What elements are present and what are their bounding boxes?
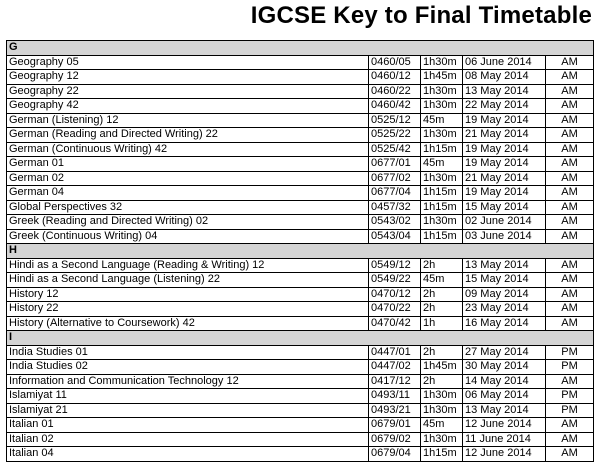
- session-cell: AM: [546, 171, 594, 186]
- code-cell: 0460/42: [369, 99, 421, 114]
- duration-cell: 1h30m: [421, 215, 463, 230]
- session-cell: AM: [546, 447, 594, 462]
- session-cell: AM: [546, 273, 594, 288]
- table-row: [7, 360, 594, 375]
- duration-cell: 2h: [421, 302, 463, 317]
- code-cell: 0679/01: [369, 418, 421, 433]
- date-cell: 22 May 2014: [463, 99, 546, 114]
- duration-cell: 45m: [421, 418, 463, 433]
- code-cell: 0543/04: [369, 229, 421, 244]
- session-cell: AM: [546, 157, 594, 172]
- session-cell: AM: [546, 99, 594, 114]
- date-cell: 21 May 2014: [463, 128, 546, 143]
- table-row: [7, 302, 594, 317]
- date-cell: 30 May 2014: [463, 360, 546, 375]
- table-row: [7, 186, 594, 201]
- table-row: [7, 389, 594, 404]
- subject-cell: History 12: [7, 287, 369, 302]
- code-cell: 0460/05: [369, 55, 421, 70]
- duration-cell: 2h: [421, 345, 463, 360]
- session-cell: AM: [546, 287, 594, 302]
- date-cell: 11 June 2014: [463, 432, 546, 447]
- code-cell: 0447/01: [369, 345, 421, 360]
- duration-cell: 2h: [421, 287, 463, 302]
- table-row: [7, 258, 594, 273]
- section-letter: G: [7, 41, 594, 56]
- code-cell: 0470/42: [369, 316, 421, 331]
- timetable-body: [7, 41, 594, 462]
- session-cell: PM: [546, 360, 594, 375]
- subject-cell: Information and Communication Technology 12: [7, 374, 369, 389]
- table-row: [7, 70, 594, 85]
- session-cell: AM: [546, 316, 594, 331]
- duration-cell: 1h30m: [421, 389, 463, 404]
- code-cell: 0549/22: [369, 273, 421, 288]
- date-cell: 06 May 2014: [463, 389, 546, 404]
- code-cell: 0679/02: [369, 432, 421, 447]
- page-title: IGCSE Key to Final Timetable: [250, 2, 592, 29]
- session-cell: AM: [546, 432, 594, 447]
- section-letter: H: [7, 244, 594, 259]
- table-row: [7, 287, 594, 302]
- section-header: [7, 41, 594, 56]
- duration-cell: 1h30m: [421, 432, 463, 447]
- duration-cell: 1h15m: [421, 186, 463, 201]
- subject-cell: India Studies 02: [7, 360, 369, 375]
- subject-cell: German (Continuous Writing) 42: [7, 142, 369, 157]
- table-row: [7, 345, 594, 360]
- duration-cell: 1h15m: [421, 200, 463, 215]
- session-cell: AM: [546, 200, 594, 215]
- duration-cell: 1h30m: [421, 84, 463, 99]
- date-cell: 19 May 2014: [463, 142, 546, 157]
- duration-cell: 1h30m: [421, 171, 463, 186]
- date-cell: 09 May 2014: [463, 287, 546, 302]
- session-cell: AM: [546, 186, 594, 201]
- subject-cell: German 04: [7, 186, 369, 201]
- date-cell: 12 June 2014: [463, 418, 546, 433]
- code-cell: 0470/12: [369, 287, 421, 302]
- code-cell: 0457/32: [369, 200, 421, 215]
- session-cell: AM: [546, 70, 594, 85]
- date-cell: 19 May 2014: [463, 157, 546, 172]
- table-row: [7, 55, 594, 70]
- table-row: [7, 99, 594, 114]
- table-row: [7, 229, 594, 244]
- code-cell: 0525/42: [369, 142, 421, 157]
- date-cell: 12 June 2014: [463, 447, 546, 462]
- table-row: [7, 316, 594, 331]
- subject-cell: Greek (Continuous Writing) 04: [7, 229, 369, 244]
- code-cell: 0525/22: [369, 128, 421, 143]
- subject-cell: Italian 04: [7, 447, 369, 462]
- section-header: [7, 331, 594, 346]
- duration-cell: 1h15m: [421, 142, 463, 157]
- duration-cell: 2h: [421, 258, 463, 273]
- subject-cell: German 01: [7, 157, 369, 172]
- code-cell: 0677/01: [369, 157, 421, 172]
- subject-cell: Hindi as a Second Language (Listening) 22: [7, 273, 369, 288]
- session-cell: AM: [546, 142, 594, 157]
- table-row: [7, 215, 594, 230]
- subject-cell: Geography 42: [7, 99, 369, 114]
- date-cell: 13 May 2014: [463, 403, 546, 418]
- subject-cell: Geography 12: [7, 70, 369, 85]
- duration-cell: 1h45m: [421, 70, 463, 85]
- subject-cell: Greek (Reading and Directed Writing) 02: [7, 215, 369, 230]
- session-cell: AM: [546, 113, 594, 128]
- subject-cell: Geography 05: [7, 55, 369, 70]
- date-cell: 08 May 2014: [463, 70, 546, 85]
- session-cell: AM: [546, 55, 594, 70]
- date-cell: 21 May 2014: [463, 171, 546, 186]
- subject-cell: Global Perspectives 32: [7, 200, 369, 215]
- date-cell: 19 May 2014: [463, 113, 546, 128]
- subject-cell: Hindi as a Second Language (Reading & Writing) 12: [7, 258, 369, 273]
- code-cell: 0677/02: [369, 171, 421, 186]
- code-cell: 0493/21: [369, 403, 421, 418]
- date-cell: 16 May 2014: [463, 316, 546, 331]
- session-cell: AM: [546, 258, 594, 273]
- duration-cell: 1h30m: [421, 403, 463, 418]
- date-cell: 23 May 2014: [463, 302, 546, 317]
- table-row: [7, 113, 594, 128]
- session-cell: AM: [546, 418, 594, 433]
- table-row: [7, 273, 594, 288]
- table-row: [7, 432, 594, 447]
- session-cell: AM: [546, 215, 594, 230]
- subject-cell: German (Listening) 12: [7, 113, 369, 128]
- duration-cell: 1h45m: [421, 360, 463, 375]
- table-row: [7, 403, 594, 418]
- duration-cell: 1h30m: [421, 55, 463, 70]
- table-row: [7, 374, 594, 389]
- subject-cell: History 22: [7, 302, 369, 317]
- session-cell: AM: [546, 128, 594, 143]
- date-cell: 06 June 2014: [463, 55, 546, 70]
- code-cell: 0470/22: [369, 302, 421, 317]
- timetable: [6, 40, 594, 462]
- subject-cell: German 02: [7, 171, 369, 186]
- session-cell: PM: [546, 389, 594, 404]
- date-cell: 15 May 2014: [463, 273, 546, 288]
- duration-cell: 45m: [421, 113, 463, 128]
- table-row: [7, 200, 594, 215]
- table-row: [7, 171, 594, 186]
- date-cell: 02 June 2014: [463, 215, 546, 230]
- duration-cell: 1h30m: [421, 128, 463, 143]
- date-cell: 13 May 2014: [463, 258, 546, 273]
- code-cell: 0417/12: [369, 374, 421, 389]
- code-cell: 0679/04: [369, 447, 421, 462]
- code-cell: 0460/22: [369, 84, 421, 99]
- section-header: [7, 244, 594, 259]
- date-cell: 19 May 2014: [463, 186, 546, 201]
- duration-cell: 1h15m: [421, 447, 463, 462]
- session-cell: AM: [546, 374, 594, 389]
- duration-cell: 45m: [421, 157, 463, 172]
- code-cell: 0460/12: [369, 70, 421, 85]
- code-cell: 0525/12: [369, 113, 421, 128]
- date-cell: 13 May 2014: [463, 84, 546, 99]
- duration-cell: 1h15m: [421, 229, 463, 244]
- subject-cell: Islamiyat 11: [7, 389, 369, 404]
- table-row: [7, 447, 594, 462]
- table-row: [7, 128, 594, 143]
- subject-cell: Islamiyat 21: [7, 403, 369, 418]
- date-cell: 15 May 2014: [463, 200, 546, 215]
- session-cell: AM: [546, 302, 594, 317]
- subject-cell: Italian 01: [7, 418, 369, 433]
- duration-cell: 2h: [421, 374, 463, 389]
- code-cell: 0549/12: [369, 258, 421, 273]
- duration-cell: 1h30m: [421, 99, 463, 114]
- date-cell: 14 May 2014: [463, 374, 546, 389]
- table-row: [7, 157, 594, 172]
- table-row: [7, 142, 594, 157]
- duration-cell: 45m: [421, 273, 463, 288]
- subject-cell: Italian 02: [7, 432, 369, 447]
- session-cell: PM: [546, 403, 594, 418]
- subject-cell: Geography 22: [7, 84, 369, 99]
- duration-cell: 1h: [421, 316, 463, 331]
- code-cell: 0447/02: [369, 360, 421, 375]
- table-row: [7, 84, 594, 99]
- subject-cell: German (Reading and Directed Writing) 22: [7, 128, 369, 143]
- subject-cell: History (Alternative to Coursework) 42: [7, 316, 369, 331]
- table-row: [7, 418, 594, 433]
- session-cell: AM: [546, 229, 594, 244]
- section-letter: I: [7, 331, 594, 346]
- code-cell: 0493/11: [369, 389, 421, 404]
- session-cell: PM: [546, 345, 594, 360]
- code-cell: 0677/04: [369, 186, 421, 201]
- date-cell: 03 June 2014: [463, 229, 546, 244]
- subject-cell: India Studies 01: [7, 345, 369, 360]
- code-cell: 0543/02: [369, 215, 421, 230]
- date-cell: 27 May 2014: [463, 345, 546, 360]
- session-cell: AM: [546, 84, 594, 99]
